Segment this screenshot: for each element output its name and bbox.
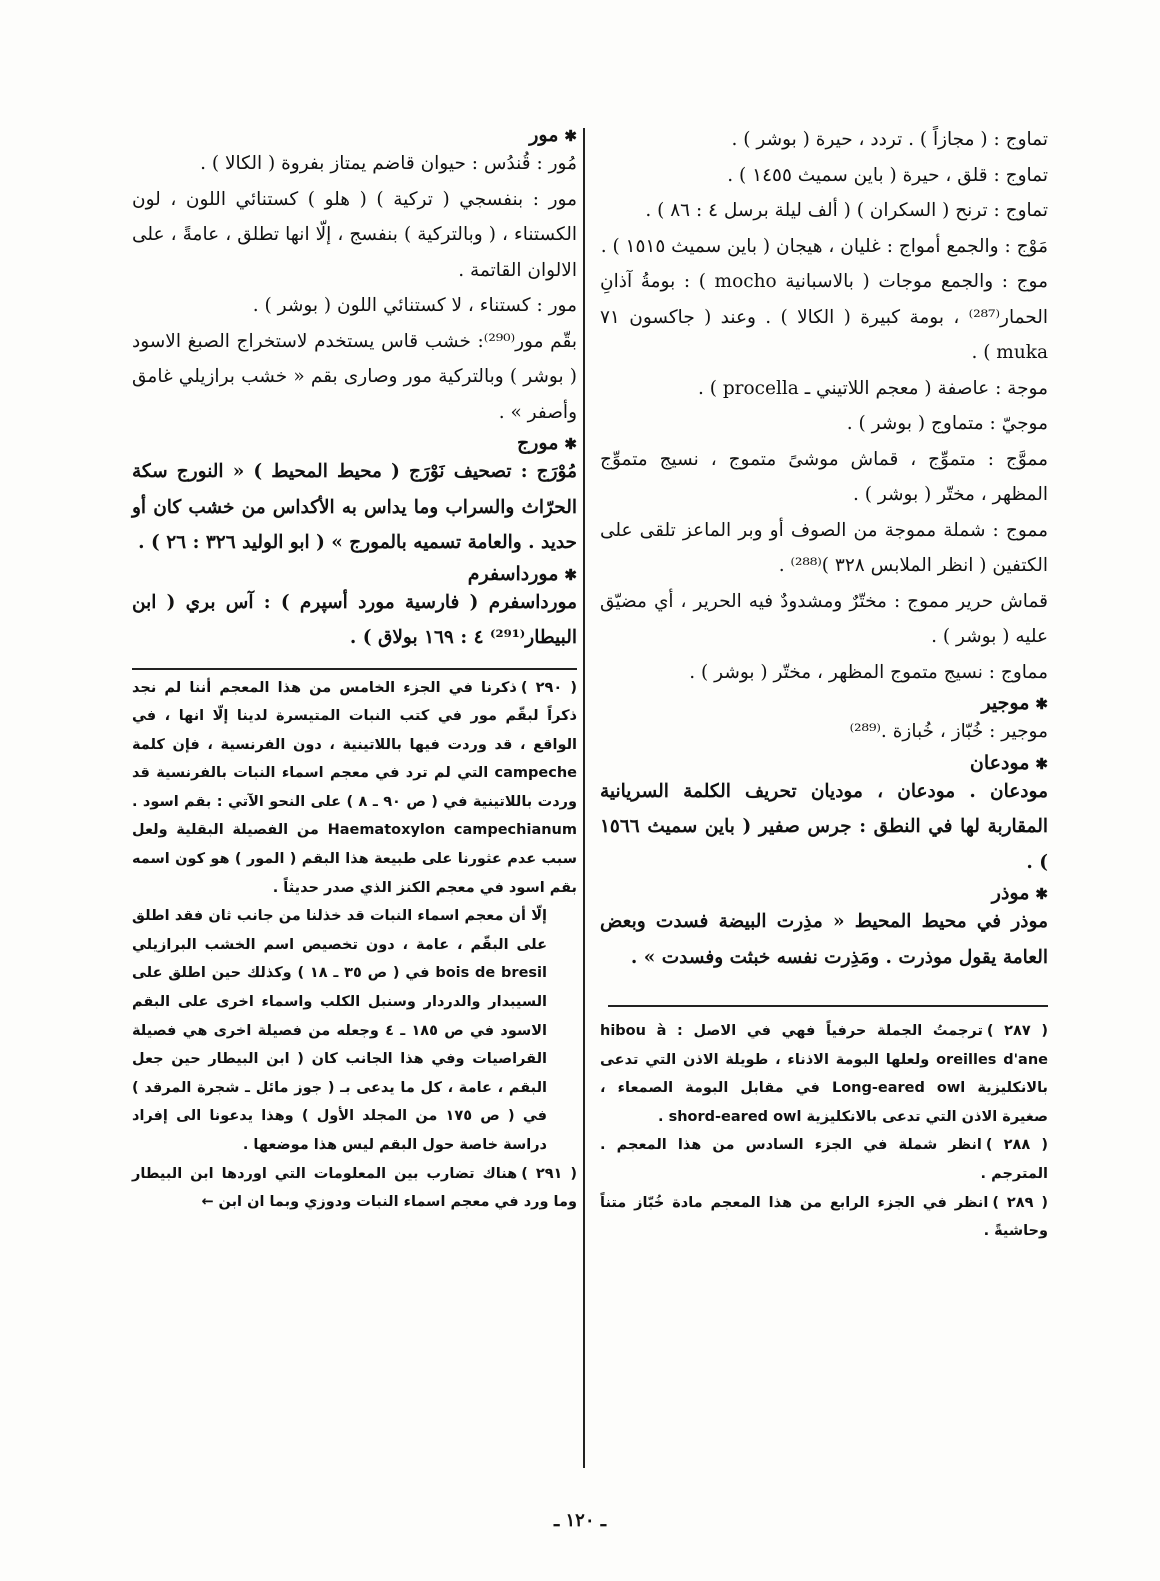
entry: مورداسفرم ( فارسية مورد أسپرم ) : آس بري ( ابن البيطار⁽²⁹¹⁾ ٤ : ١٦٩ بولاق ) .	[132, 591, 577, 648]
headword-text: مورج	[516, 432, 559, 454]
asterisk-icon: ✱	[1035, 695, 1048, 713]
right-column	[600, 122, 1048, 1246]
headword-text: مور	[529, 124, 559, 146]
entry: مُوْرَج : تصحيف نَوْرَج ( محيط المحيط ) « النورج سكة الحرّاث والسراب وما يداس به الأكداس من خشب كان أو حديد . والعامة تسميه بالمورج » ( ابو الوليد ٣٢٦ : ٢٦ ) .	[132, 461, 577, 553]
headword-text: مورداسفرم	[467, 562, 559, 585]
entry: مَوْج : والجمع أمواج : غليان ، هيجان ( باين سميث ١٥١٥ ) .	[600, 235, 1048, 257]
entry: مموج : شملة مموجة من الصوف أو وبر الماعز تلقى على الكتفين ( انظر الملابس ٣٢٨ )⁽²⁸⁸⁾ .	[600, 519, 1048, 576]
headword-text: موجير	[981, 692, 1030, 714]
entry: تماوج : ترنح ( السكران ) ( ألف ليلة برسل ٤ : ٨٦ ) .	[645, 200, 1048, 221]
headword-text: مودعان	[969, 751, 1030, 774]
entry: موجة : عاصفة ( معجم اللاتيني ـ procella ) .	[697, 377, 1048, 399]
headword	[132, 563, 577, 585]
asterisk-icon: ✱	[1035, 885, 1048, 903]
entry: تماوج : قلق ، حيرة ( باين سميث ١٤٥٥ ) .	[727, 164, 1048, 186]
headword	[600, 692, 1048, 714]
footnote: ( ٢٨٨ )انظر شملة في الجزء السادس من هذا المعجم . المترجم .	[600, 1137, 1048, 1182]
entry: مموَّج : متموِّج ، قماش موشىً متموج ، نسيج متموِّج المظهر ، مختّر ( بوشر ) .	[600, 448, 1048, 505]
headword	[600, 882, 1048, 904]
entry: مور : بنفسجي ( تركية ) ( هلو ) كستنائي اللون ، لون الكستناء ، ( وبالتركية ) بنفسج ، إلّا انها تطلق ، عامةً ، على الالوان القاتمة .	[132, 188, 577, 281]
footnote: ( ٢٨٧ )ترجمتُ الجملة حرفياً فهي في الاصل : hibou à oreilles d'ane ولعلها البومة الاذناء ، طويلة الاذن التي تدعى بالانكليزية Long-eared owl في مقابل البومة الصمعاء ، صغيرة الاذن التي تدعى بالانكليزية shord-eared owl .	[600, 1023, 1048, 1125]
entry: موج : والجمع موجات ( بالاسبانية mocho ) : بومةُ آذانِ الحمار⁽²⁸⁷⁾ ، بومة كبيرة ( الكالا ) . وعند ( جاكسون ٧١ muka ) .	[600, 271, 1048, 363]
headword-text: موذر	[991, 882, 1030, 904]
asterisk-icon: ✱	[564, 565, 577, 584]
headword	[600, 752, 1048, 774]
entry: قماش حرير مموج : مختّرٌ ومشدودٌ فيه الحرير ، أي مضيّق عليه ( بوشر ) .	[600, 590, 1048, 647]
headword	[132, 124, 577, 146]
asterisk-icon: ✱	[564, 127, 577, 145]
entry: موذر في محيط المحيط « مذِرت البيضة فسدت وبعض العامة يقول موذرت . ومَذِرت نفسه خبثت وفسدت » .	[600, 911, 1048, 968]
entry: مماوج : نسيج متموج المظهر ، مختّر ( بوشر ) .	[689, 661, 1048, 683]
entry: بقّم مور⁽²⁹⁰⁾: خشب قاس يستخدم لاستخراج الصبغ الاسود ( بوشر ) وبالتركية مور وصارى بقم « خشب برازيلي غامق وأصفر » .	[132, 330, 577, 423]
footnote: ( ٢٩٠ )ذكرنا في الجزء الخامس من هذا المعجم أننا لم نجد ذكراً لبقّم مور في كتب النبات المتيسرة لدينا إلّا انها ، في الواقع ، قد وردت فيها باللاتينية ، دون الفرنسية ، فإن كلمة campeche التي لم ترد في معجم اسماء النبات بالفرنسية قد وردت باللاتينية في ( ص ٩٠ ـ ٨ ) على النحو الآتي : بقم اسود . Haematoxylon campechianum من الفصيلة البقلية ولعل سبب عدم عثورنا على طبيعة هذا البقم ( المور ) هو كون اسمه بقم اسود في معجم الكنز الذي صدر حديثاً .	[132, 679, 577, 896]
entry: مُور : قُندُس : حيوان قاضم يمتاز بفروة ( الكالا ) .	[200, 153, 577, 174]
asterisk-icon: ✱	[1035, 754, 1048, 773]
headword	[132, 432, 577, 454]
footnote: ( ٢٩١ )هناك تضارب بين المعلومات التي اوردها ابن البيطار وما ورد في معجم اسماء النبات ودوزي وبما ان ابن ←	[132, 1165, 578, 1211]
column-divider	[583, 128, 585, 1468]
footnote: إلّا أن معجم اسماء النبات قد خذلنا من جانب ثان فقد اطلق على البقّم ، عامة ، دون تخصيص اسم الخشب البرازيلي bois de bresil في ( ص ٣٥ ـ ١٨ ) وكذلك حين اطلق على السيبدار والدردار وسنبل الكلب واسماء اخرى على البقم الاسود في ص ١٨٥ ـ ٤ وجعله من فصيلة اخرى هي فصيلة القراصيات وفي هذا الجانب كان ( ابن البيطار حين جعل البقم ، عامة ، كل ما يدعى بـ ( جوز مائل ـ شجرة المرقد ) في ( ص ١٧٥ من المجلد الأول ) وهذا يدعونا الى إفراد دراسة خاصة حول البقم ليس هذا موضعها .	[132, 908, 547, 1153]
left-column	[132, 122, 577, 1217]
asterisk-icon: ✱	[564, 435, 577, 453]
entry: موجير : خُبّاز ، خُبازة .⁽²⁸⁹⁾	[849, 721, 1048, 742]
footnote: ( ٢٨٩ )انظر في الجزء الرابع من هذا المعجم مادة خُبّاز متناً وحاشيةً .	[600, 1194, 1048, 1240]
entry: مور : كستناء ، لا كستنائي اللون ( بوشر ) .	[252, 295, 577, 316]
entry: موجيّ : متماوج ( بوشر ) .	[846, 413, 1048, 434]
entry: تماوج : ( مجازاً ) . تردد ، حيرة ( بوشر ) .	[731, 129, 1048, 150]
page-number: ـ ١٢٠ ـ	[553, 1510, 607, 1531]
entry: مودعان . مودعان ، موديان تحريف الكلمة السريانية المقاربة لها في النطق : جرس صفير ( باين سميث ١٥٦٦ ) .	[600, 780, 1048, 873]
